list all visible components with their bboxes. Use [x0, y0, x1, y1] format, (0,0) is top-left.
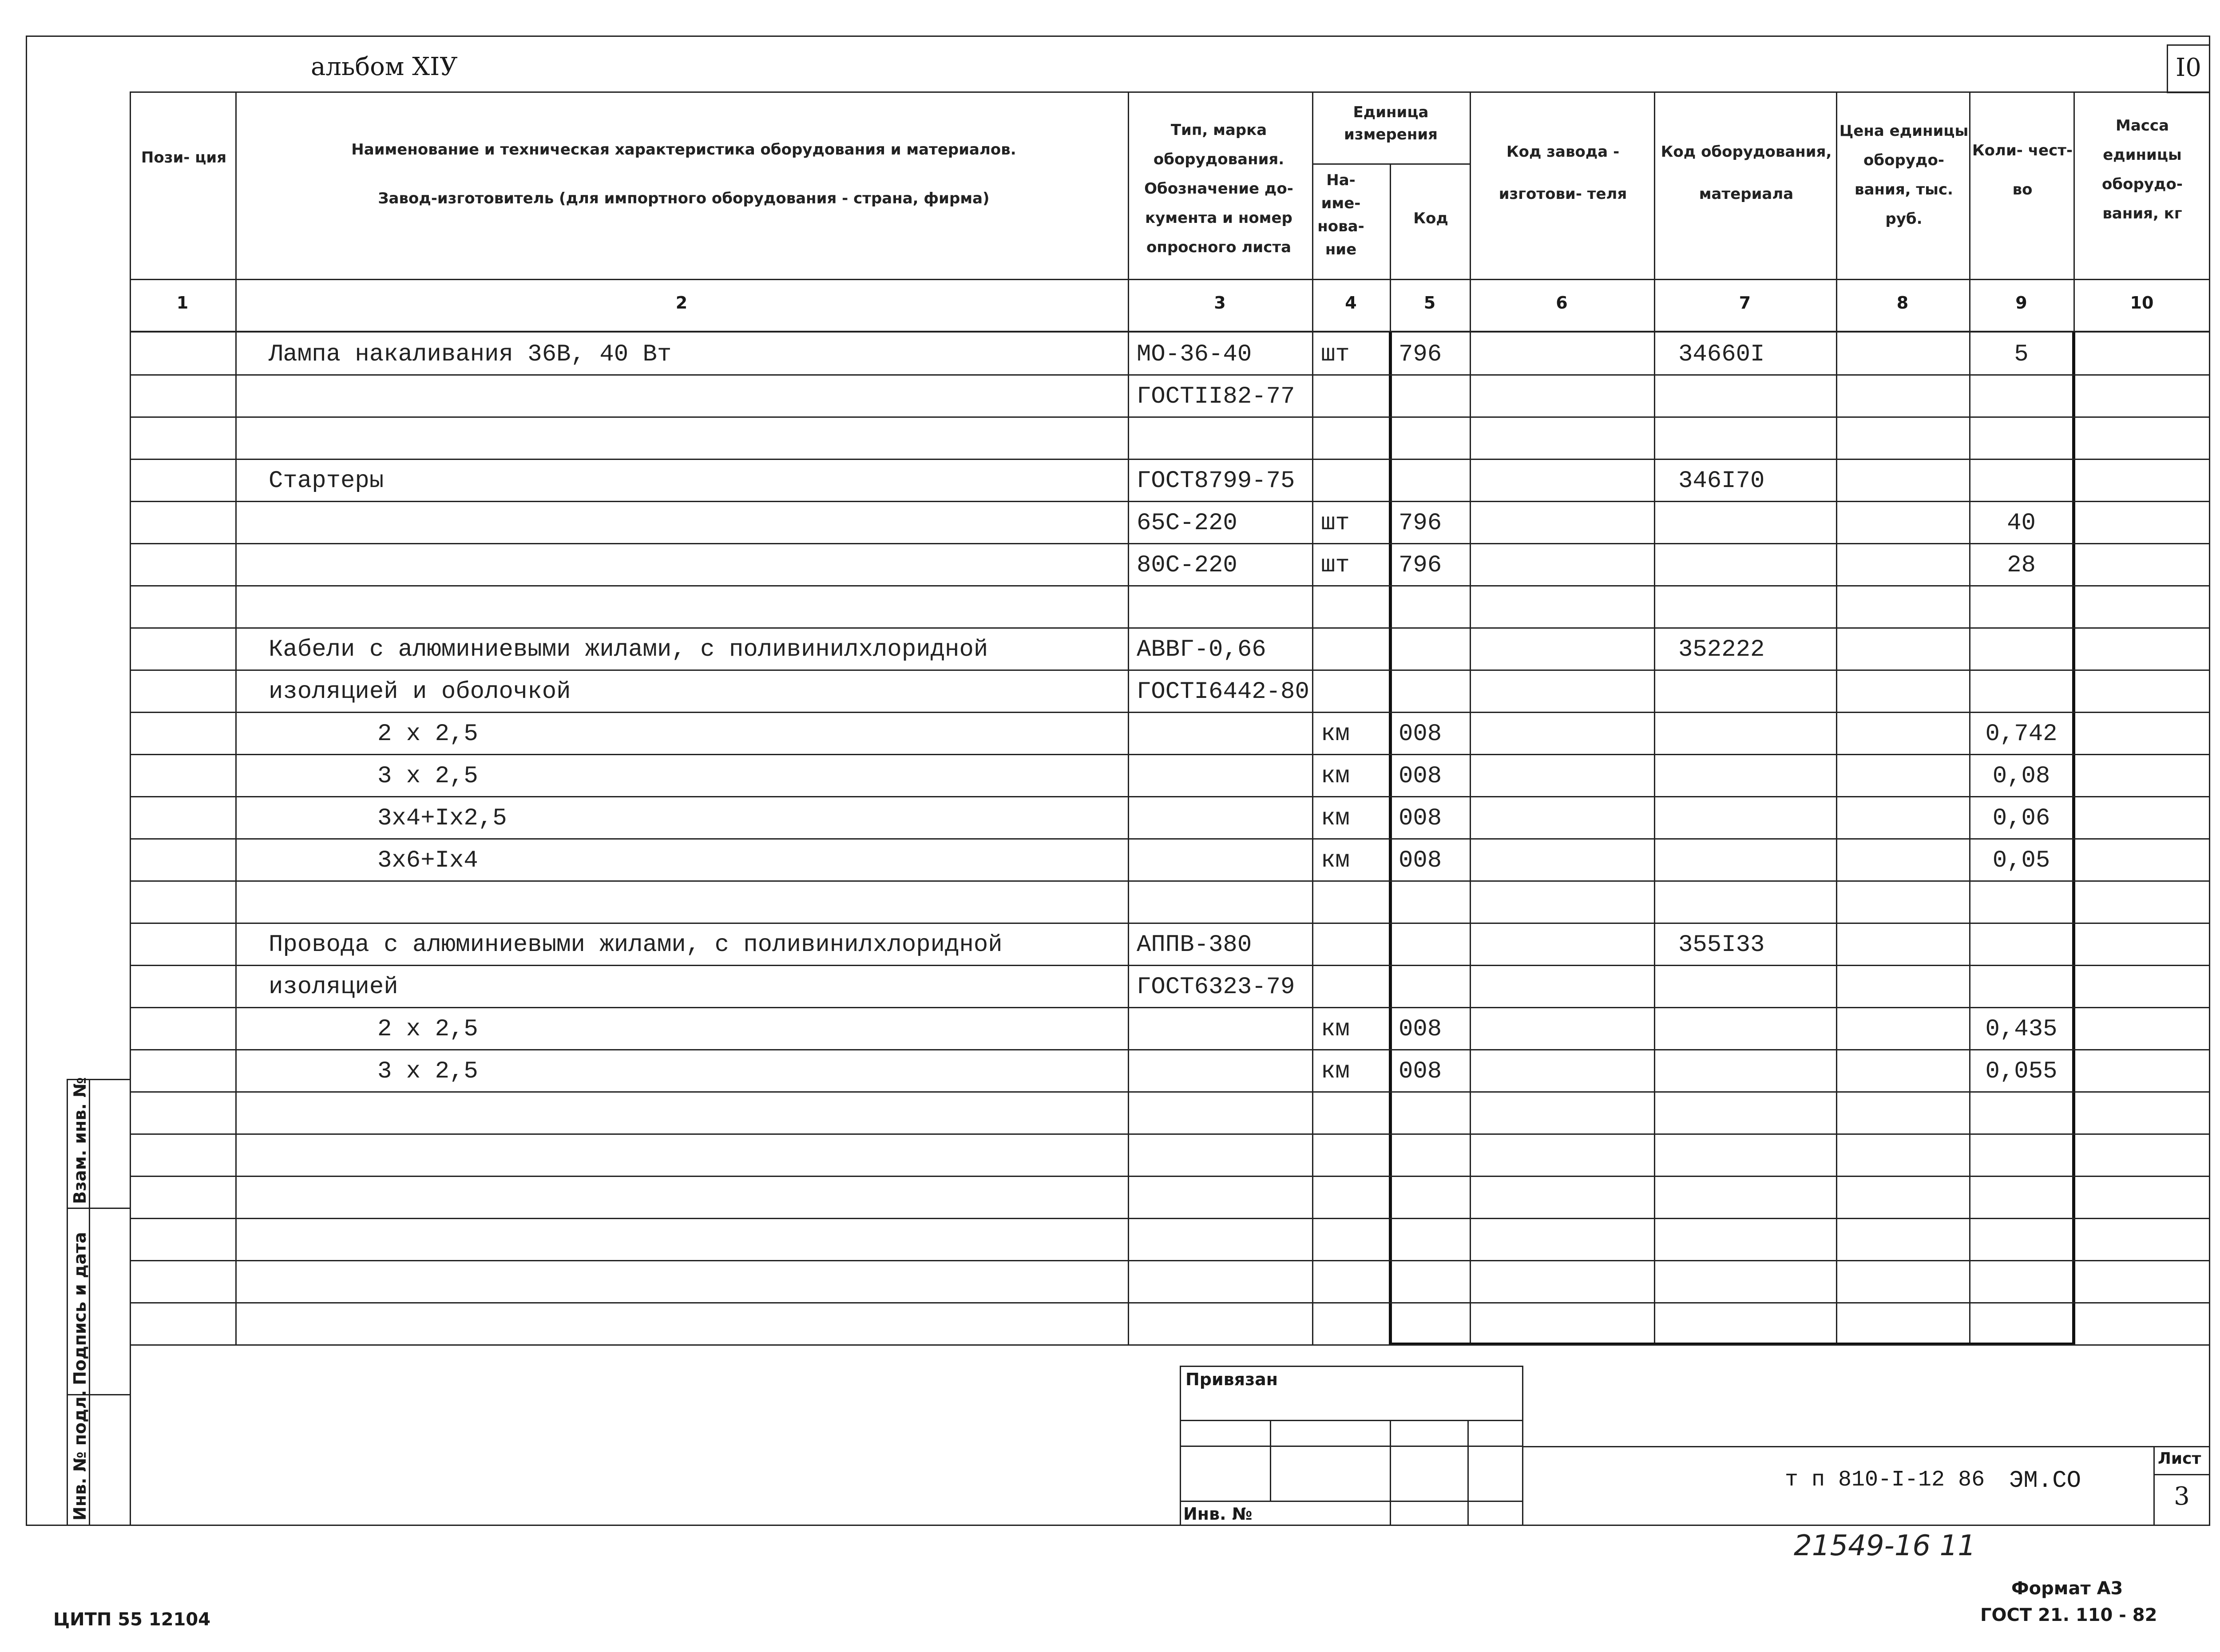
item-quantity: 0,435 [1985, 1016, 2057, 1043]
item-name: 3 х 2,5 [377, 763, 478, 790]
item-quantity: 0,08 [1992, 763, 2050, 790]
row-divider [130, 1007, 2210, 1008]
item-name: Провода с алюминиевыми жилами, с поливинилхлоридной [269, 931, 1003, 959]
row-divider [130, 416, 2210, 418]
header-type: Тип, марка оборудования. Обозначение до- кумента и номер опросного листа [1144, 121, 1293, 256]
doc-mark: ЭМ.СО [2009, 1467, 2081, 1494]
item-name: изоляцией [269, 974, 398, 1001]
item-equipment-code: 346I70 [1678, 467, 1765, 495]
list-number: 3 [2174, 1482, 2190, 1511]
privyazan-line-2 [1180, 1446, 1523, 1447]
table-bottom-line [130, 1344, 2210, 1346]
item-type: 80С-220 [1137, 552, 1237, 579]
row-divider [130, 585, 2210, 586]
item-quantity: 28 [2007, 552, 2036, 579]
item-type: ГОСТI6442-80 [1137, 678, 1309, 705]
item-equipment-code: 352222 [1678, 636, 1765, 663]
row-divider [130, 965, 2210, 966]
row-divider [130, 1091, 2210, 1093]
privyazan-col-1 [1270, 1420, 1271, 1501]
inv-no-label: Инв. № [1183, 1504, 1253, 1524]
privyazan-line-1 [1180, 1420, 1523, 1421]
header-mass: Масса единицы оборудо- вания, кг [2102, 117, 2183, 222]
row-divider [130, 838, 2210, 840]
header-unit-group: Единица измерения [1344, 103, 1438, 143]
item-type: АППВ-380 [1137, 931, 1252, 959]
column-number-9: 9 [2015, 293, 2027, 313]
item-equipment-code: 355I33 [1678, 931, 1765, 959]
column-number-3: 3 [1214, 293, 1226, 313]
header-price: Цена единицы оборудо- вания, тыс. руб. [1839, 122, 1969, 228]
list-box-divider [2153, 1474, 2210, 1475]
item-name: Лампа накаливания 36В, 40 Вт [269, 341, 672, 368]
row-divider [130, 754, 2210, 755]
privyazan-col-3 [1467, 1420, 1469, 1526]
row-divider [130, 459, 2210, 460]
row-divider [130, 1218, 2210, 1219]
col-line-2 [1128, 91, 1129, 1345]
row-divider [130, 1133, 2210, 1135]
item-quantity: 0,742 [1985, 721, 2057, 748]
row-divider [130, 1302, 2210, 1303]
item-quantity: 0,06 [1992, 805, 2050, 832]
item-type: МО-36-40 [1137, 341, 1252, 368]
row-divider [130, 1049, 2210, 1050]
numbering-bottom-line [130, 331, 2210, 333]
item-unit-code: 008 [1399, 1058, 1442, 1085]
item-unit: км [1321, 763, 1350, 790]
item-quantity: 40 [2007, 510, 2036, 537]
column-number-7: 7 [1739, 293, 1751, 313]
row-divider [130, 627, 2210, 629]
item-type: АВВГ-0,66 [1137, 636, 1266, 663]
col-line-8 [1969, 91, 1970, 1345]
column-number-4: 4 [1345, 293, 1357, 313]
row-divider [130, 1260, 2210, 1261]
album-page-number: I0 [2176, 53, 2201, 82]
item-name: Кабели с алюминиевыми жилами, с поливинилхлоридной [269, 636, 988, 663]
side-label-vzam: Взам. инв. № [70, 1077, 90, 1204]
item-unit: км [1321, 805, 1350, 832]
row-divider [130, 796, 2210, 797]
item-quantity: 0,05 [1992, 847, 2050, 874]
col-line-1 [235, 91, 237, 1345]
item-name: 3х4+Iх2,5 [377, 805, 507, 832]
item-equipment-code: 34660I [1678, 341, 1765, 368]
header-quantity: Коли- чест- во [1972, 142, 2073, 198]
printer-label: ЦИТП 55 12104 [53, 1609, 211, 1630]
item-unit: км [1321, 1016, 1350, 1043]
row-divider [130, 670, 2210, 671]
item-name: 2 х 2,5 [377, 1016, 478, 1043]
handwritten-number: 21549-16 11 [1794, 1529, 1976, 1562]
item-unit-code: 008 [1399, 847, 1442, 874]
item-unit: шт [1321, 552, 1350, 579]
col-line-5 [1470, 91, 1471, 1345]
item-unit-code: 008 [1399, 763, 1442, 790]
header-name-line2: Завод-изготовитель (для импортного оборудования - страна, фирма) [378, 190, 990, 207]
item-unit-code: 796 [1399, 552, 1442, 579]
gost-label: ГОСТ 21. 110 - 82 [1980, 1605, 2157, 1625]
column-number-8: 8 [1896, 293, 1909, 313]
code-block-top-line [1523, 1446, 2210, 1447]
item-unit: шт [1321, 341, 1350, 368]
item-name: 2 х 2,5 [377, 721, 478, 748]
doc-code: т п 810-I-12 86 [1785, 1467, 1985, 1493]
item-name: 3х6+Iх4 [377, 847, 478, 874]
row-divider [130, 923, 2210, 924]
item-type: 65С-220 [1137, 510, 1237, 537]
item-type: ГОСТ8799-75 [1137, 467, 1295, 495]
column-number-1: 1 [176, 293, 189, 313]
item-quantity: 5 [2014, 341, 2029, 368]
item-unit: км [1321, 721, 1350, 748]
item-unit: км [1321, 1058, 1350, 1085]
header-unit-code: Код [1413, 210, 1448, 227]
header-factory-code: Код завода - изготови- теля [1498, 143, 1627, 203]
side-label-podpis: Подпись и дата [70, 1232, 90, 1385]
column-number-6: 6 [1556, 293, 1568, 313]
item-type: ГОСТ6323-79 [1137, 974, 1295, 1001]
item-unit: шт [1321, 510, 1350, 537]
album-label: альбом XIУ [311, 52, 458, 81]
item-quantity: 0,055 [1985, 1058, 2057, 1085]
header-bottom-line [130, 279, 2210, 280]
row-divider [130, 374, 2210, 376]
item-name: Стартеры [269, 467, 384, 495]
item-unit: км [1321, 847, 1350, 874]
header-unit-name: На- име- нова- ние [1317, 171, 1364, 258]
row-divider [130, 543, 2210, 544]
privyazan-line-3 [1180, 1501, 1523, 1502]
col-line-3 [1312, 91, 1313, 1345]
side-stamp-line-1 [67, 1208, 131, 1209]
row-divider [130, 712, 2210, 713]
item-name: 3 х 2,5 [377, 1058, 478, 1085]
list-label: Лист [2158, 1450, 2201, 1468]
header-name-line1: Наименование и техническая характеристика оборудования и материалов. [351, 141, 1016, 158]
item-name: изоляцией и оболочкой [269, 678, 571, 705]
item-unit-code: 796 [1399, 341, 1442, 368]
column-number-2: 2 [675, 293, 688, 313]
side-label-inv-podl: Инв. № подл. [70, 1390, 90, 1521]
column-number-10: 10 [2130, 293, 2154, 313]
header-position: Пози- ция [141, 149, 227, 166]
col-line-7 [1836, 91, 1837, 1345]
row-divider [130, 501, 2210, 502]
privyazan-label: Привязан [1185, 1370, 1278, 1389]
col-line-6 [1654, 91, 1655, 1345]
item-unit-code: 008 [1399, 805, 1442, 832]
item-unit-code: 008 [1399, 721, 1442, 748]
column-number-5: 5 [1423, 293, 1436, 313]
row-divider [130, 1176, 2210, 1177]
row-divider [130, 880, 2210, 882]
item-unit-code: 008 [1399, 1016, 1442, 1043]
privyazan-col-2 [1390, 1420, 1391, 1526]
item-type: ГОСТII82-77 [1137, 383, 1295, 410]
item-unit-code: 796 [1399, 510, 1442, 537]
header-equipment-code: Код оборудования, материала [1661, 143, 1832, 203]
format-label: Формат А3 [2011, 1578, 2123, 1599]
